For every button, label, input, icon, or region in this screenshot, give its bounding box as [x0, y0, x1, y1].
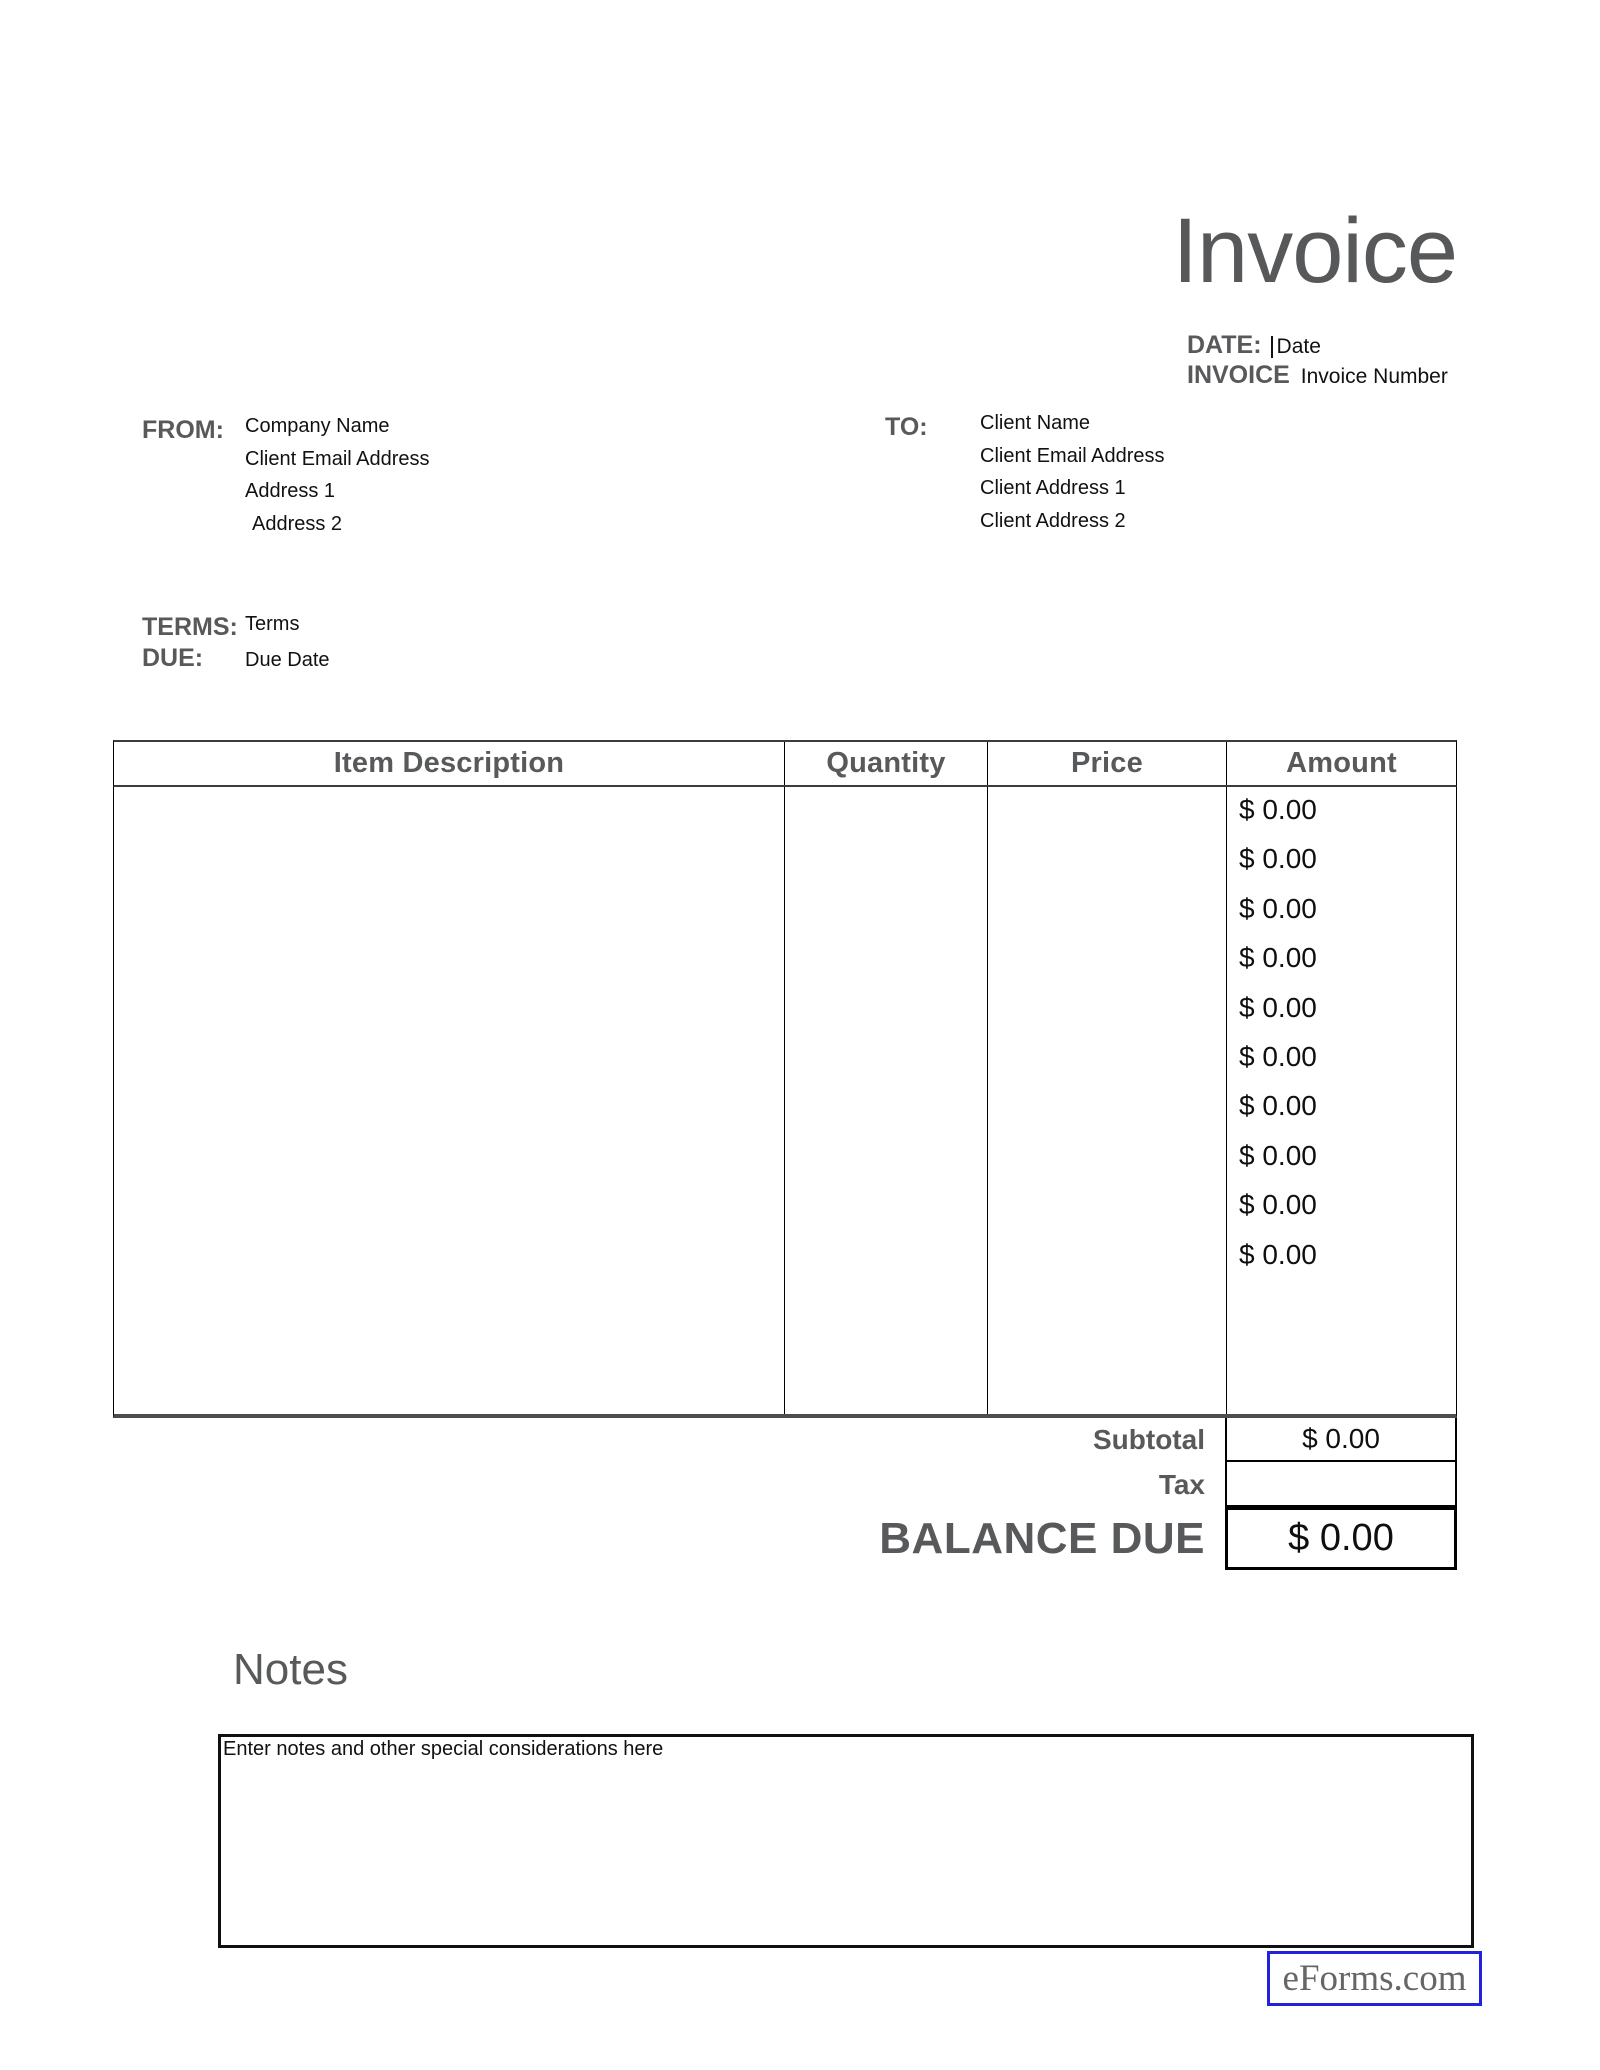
amount-field[interactable]: $ 0.00 — [1239, 843, 1317, 875]
column-item-description[interactable] — [114, 787, 785, 1414]
invoice-number-row — [1187, 361, 1448, 391]
header-amount: Amount — [1286, 747, 1397, 779]
eforms-logo-link[interactable] — [1267, 1951, 1482, 2006]
terms-label: TERMS: — [142, 613, 238, 641]
from-address-2-field[interactable]: Address 2 — [252, 512, 343, 535]
totals-section — [113, 1418, 1457, 1570]
column-quantity[interactable] — [785, 787, 988, 1414]
header-item-description: Item Description — [114, 742, 785, 785]
amount-field[interactable]: $ 0.00 — [1239, 1189, 1317, 1221]
date-row — [1187, 331, 1448, 361]
amount-field[interactable]: $ 0.00 — [1239, 892, 1317, 924]
amount-field[interactable]: $ 0.00 — [1239, 1040, 1317, 1072]
to-section — [980, 412, 1165, 542]
balance-due-value: $ 0.00 — [1288, 1517, 1394, 1559]
tax-row — [113, 1462, 1457, 1507]
to-label: TO: — [885, 413, 928, 441]
due-date-field[interactable]: Due Date — [245, 649, 330, 671]
terms-due-labels — [142, 612, 238, 674]
notes-placeholder: Enter notes and other special considerations here — [223, 1738, 664, 1760]
amount-field[interactable]: $ 0.00 — [1239, 942, 1317, 974]
notes-box[interactable] — [218, 1734, 1474, 1948]
invoice-meta — [1187, 331, 1448, 391]
notes-heading: Notes — [233, 1645, 348, 1694]
amount-field[interactable]: $ 0.00 — [1239, 1238, 1317, 1270]
from-email-field[interactable]: Client Email Address — [245, 447, 430, 470]
header-price: Price — [988, 742, 1227, 785]
tax-label: Tax — [1158, 1468, 1205, 1500]
subtotal-label: Subtotal — [1093, 1424, 1205, 1455]
balance-due-value-box[interactable] — [1225, 1507, 1457, 1570]
line-items-table — [113, 740, 1457, 1418]
from-address-1-field[interactable]: Address 1 — [245, 480, 336, 503]
to-client-address-2-field[interactable]: Client Address 2 — [980, 509, 1126, 532]
balance-due-label: BALANCE DUE — [879, 1513, 1205, 1563]
text-cursor — [1271, 336, 1273, 358]
header-quantity: Quantity — [785, 742, 988, 785]
eforms-logo-text: eForms.com — [1282, 1958, 1467, 1999]
invoice-number-field[interactable]: Invoice Number — [1300, 365, 1448, 388]
date-label: DATE: — [1187, 331, 1262, 359]
amount-field[interactable]: $ 0.00 — [1239, 794, 1317, 825]
from-section — [245, 415, 430, 545]
due-label: DUE: — [142, 644, 204, 672]
to-client-address-1-field[interactable]: Client Address 1 — [980, 477, 1126, 500]
table-header-row — [113, 740, 1457, 787]
invoice-number-label: INVOICE — [1187, 361, 1290, 389]
column-price[interactable] — [988, 787, 1227, 1414]
tax-value-box[interactable] — [1225, 1462, 1457, 1507]
to-client-name-field[interactable]: Client Name — [980, 412, 1091, 434]
subtotal-value-box[interactable] — [1225, 1418, 1457, 1462]
amount-field[interactable]: $ 0.00 — [1239, 1139, 1317, 1171]
amount-field[interactable]: $ 0.00 — [1239, 1090, 1317, 1122]
table-body — [113, 787, 1457, 1418]
from-label: FROM: — [142, 416, 224, 444]
from-company-name-field[interactable]: Company Name — [245, 415, 390, 437]
to-client-email-field[interactable]: Client Email Address — [980, 444, 1165, 467]
terms-field[interactable]: Terms — [245, 613, 300, 635]
page-title: Invoice — [1172, 200, 1457, 302]
column-amount — [1227, 787, 1456, 1414]
amount-field[interactable]: $ 0.00 — [1239, 991, 1317, 1023]
subtotal-value: $ 0.00 — [1302, 1423, 1380, 1454]
balance-due-row — [113, 1507, 1457, 1570]
subtotal-row — [113, 1418, 1457, 1462]
date-field[interactable]: Date — [1276, 335, 1321, 358]
